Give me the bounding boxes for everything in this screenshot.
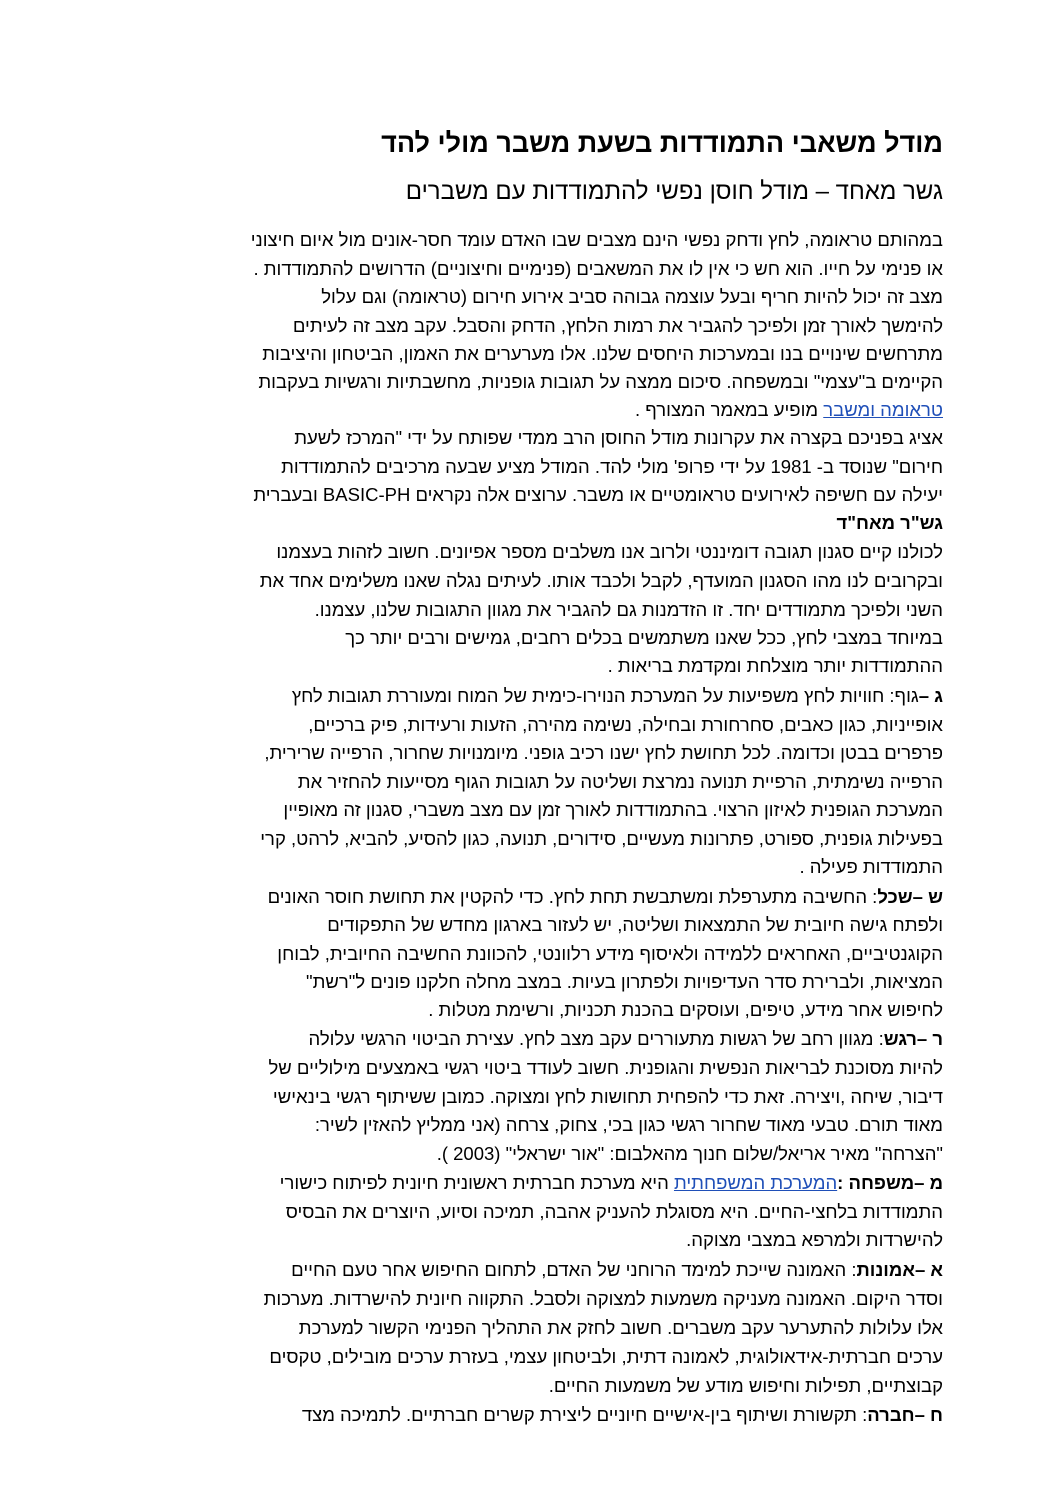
- text-line: [549, 1371, 943, 1401]
- line-text: התמודדות פעילה .: [799, 856, 943, 877]
- text-line: [276, 537, 943, 567]
- line-text: ולפתח גישה חיובית של התמצאות ושליטה, יש לעזור בארגון מחדש של התפקודים: [327, 914, 943, 935]
- text-line: [268, 882, 943, 912]
- line-text: ההתמודדות יותר מוצלחת ומקדמת בריאות .: [607, 655, 943, 676]
- line-text: מופיע במאמר המצורף .: [635, 399, 824, 420]
- text-line: [686, 1225, 943, 1255]
- line-heading: ש –שכל: [877, 886, 943, 907]
- line-text: פרפרים בבטן וכדומה. לכל תחושת לחץ ישנו רכיב גופני. מיומנויות שחרור, הרפייה שרירית,: [264, 742, 943, 763]
- line-text: השני ולפיכך מתמודדים יחד. זו הזדמנות גם להגביר את מגוון התגובות שלנו, עצמנו.: [314, 599, 943, 620]
- line-text: מאוד תורם. טבעי מאוד שחרור רגשי כגון בכי, צחוק, צרחה (אני ממליץ להאזין לשיר:: [314, 1114, 943, 1135]
- line-heading: גש"ר מאח"ד: [836, 512, 943, 533]
- text-line: [258, 367, 943, 397]
- line-text: במיוחד במצבי לחץ, ככל שאנו משתמשים בכלים רחבים, גמישים ורבים יותר כך: [345, 627, 943, 648]
- text-line: [299, 1313, 943, 1343]
- text-line: [292, 681, 943, 711]
- line-text: "הצרחה" מאיר אריאל/שלום חנוך מהאלבום: "אור ישראלי" (2003 ).: [436, 1143, 943, 1164]
- text-line: [277, 939, 943, 969]
- text-line: [280, 1168, 943, 1198]
- text-line: [291, 1255, 943, 1285]
- line-text: המציאות, ולברירת סדר העדיפויות ולפתרון בעיות. במצב מחלה חלקנו פונים ל"רשת": [306, 971, 943, 992]
- line-heading: ג –: [918, 685, 943, 706]
- line-text: להישרדות ולמרפא במצבי מצוקה.: [686, 1229, 943, 1250]
- text-line: [321, 282, 943, 312]
- line-text: חירום" שנוסד ב- 1981 על ידי פרופ' מולי להד. המודל מציע שבעה מרכיבים להתמודדות: [281, 456, 943, 477]
- hyperlink[interactable]: המערכת המשפחתית: [673, 1172, 838, 1193]
- text-line: [308, 710, 943, 740]
- text-line: [269, 1342, 943, 1372]
- line-text: להימשך לאורך זמן ולפיכך להגביר את רמות הלחץ, הדחק והסבל. עקב מצב זה לעיתים: [292, 315, 943, 336]
- text-line: [260, 566, 943, 596]
- text-line: [428, 995, 943, 1025]
- line-text: הרפייה נשימתית, הרפיית תנועה נמרצת ושליטה על תגובות הגוף מסייעות להחזיר את: [297, 771, 943, 792]
- text-line: [308, 1024, 943, 1054]
- text-line: [298, 767, 943, 797]
- text-line: [836, 508, 943, 538]
- line-text: במהותם טראומה, לחץ ודחק נפשי הינם מצבים שבו האדם עומד חסר-אונים מול איום חיצוני: [250, 229, 943, 250]
- text-line: [264, 738, 943, 768]
- line-text: או פנימי על חייו. הוא חש כי אין לו את המשאבים (פנימיים וחיצוניים) הדרושים להתמודדות .: [253, 258, 943, 279]
- text-line: [345, 623, 943, 653]
- line-heading: מ –משפחה :: [837, 1172, 943, 1193]
- line-text: אציג בפניכם בקצרה את עקרונות מודל החוסן הרב ממדי שפותח על ידי "המרכז לשעת: [294, 427, 943, 448]
- line-text: הקיימים ב"עצמי" ובמשפחה. סיכום ממצה על תגובות גופניות, מחשבתיות ורגשיות בעקבות: [258, 371, 943, 392]
- text-line: [268, 1053, 943, 1083]
- line-text: לכולנו קיים סגנון תגובה דומיננטי ולרוב אנו משלבים מספר אפיונים. חשוב לזהות בעצמנו: [276, 541, 943, 562]
- line-text: : מגוון רחב של רגשות מתעוררים עקב מצב לחץ. עצירת הביטוי הרגשי עלולה: [308, 1028, 884, 1049]
- line-text: וסדר היקום. האמונה מעניקה משמעות למצוקה ולסבל. התקווה חיונית להישרדות. מערכות: [263, 1288, 943, 1309]
- text-line: [286, 1197, 943, 1227]
- text-line: [264, 1284, 943, 1314]
- text-line: [260, 824, 943, 854]
- line-heading: ח –חברה: [867, 1404, 943, 1425]
- line-text: אלו עלולות להתערער עקב משברים. חשוב לחזק את התהליך הפנימי הקשור למערכת: [298, 1317, 943, 1338]
- line-text: המערכת הגופנית לאיזון הרצוי. בהתמודדות לאורך זמן עם מצב משברי, סגנון זה מאופיין: [283, 799, 943, 820]
- line-heading: א –אמונות: [856, 1259, 943, 1280]
- text-line: [281, 452, 943, 482]
- line-heading: ר –רגש: [883, 1028, 943, 1049]
- line-text: בפעילות גופנית, ספורט, פתרונות מעשיים, סידורים, תנועה, כגון להסיע, להביא, לרהט, קרי: [260, 828, 943, 849]
- line-text: דיבור, שיחה ,ויצירה. זאת כדי להפחית תחושות לחץ ומצוקה. כמובן ששיתוף רגשי בינאישי: [272, 1086, 943, 1107]
- line-text: לחיפוש אחר מידע, טיפים, ועוסקים בהכנת תכניות, ורשימת מטלות .: [428, 999, 943, 1020]
- text-line: [315, 595, 943, 625]
- text-line: [283, 795, 943, 825]
- line-text: מצב זה יכול להיות חריף ובעל עוצמה גבוהה סביב אירוע חירום (טראומה) וגם עלול: [321, 286, 943, 307]
- text-line: [437, 1139, 943, 1169]
- line-text: הקוגנטיביים, האחראים ללמידה ולאיסוף מידע רלוונטי, להכוונת החשיבה החיובית, לבוחן: [277, 943, 943, 964]
- document-subtitle: גשר מאחד – מודל חוסן נפשי להתמודדות עם משברים: [405, 178, 943, 205]
- text-line: [254, 254, 944, 284]
- line-text: ערכים חברתית-אידאולוגית, לאמונה דתית, ולביטחון עצמי, בעזרת ערכים מובילים, טקסים: [269, 1346, 943, 1367]
- text-line: [608, 651, 943, 681]
- line-text: אופייניות, כגון כאבים, סחרחורת ובחילה, נשימה מהירה, הזעות ורעידות, פיק ברכיים,: [308, 714, 943, 735]
- line-text: גוף: חוויות לחץ משפיעות על המערכת הנוירו-כימית של המוח ומעוררת תגובות לחץ: [291, 685, 919, 706]
- line-text: : החשיבה מתערפלת ומשתבשת תחת לחץ. כדי להקטין את תחושת חוסר האונים: [267, 886, 878, 907]
- line-text: התמודדות בלחצי-החיים. היא מסוגלת להעניק אהבה, תמיכה וסיוע, היוצרים את הבסיס: [285, 1201, 943, 1222]
- text-line: [294, 423, 943, 453]
- text-line: [799, 852, 943, 882]
- text-line: [635, 395, 943, 425]
- text-line: [251, 225, 943, 255]
- line-text: : תקשורת ושיתוף בין-אישיים חיוניים ליצירת קשרים חברתיים. לתמיכה מצד: [301, 1404, 868, 1425]
- text-line: [315, 1110, 943, 1140]
- line-text: יעילה עם חשיפה לאירועים טראומטיים או משבר. ערוצים אלה נקראים BASIC-PH ובעברית: [253, 484, 943, 505]
- text-line: [302, 1400, 943, 1430]
- text-line: [293, 311, 943, 341]
- text-line: [273, 1082, 943, 1112]
- text-line: [327, 910, 943, 940]
- document-title: מודל משאבי התמודדות בשעת משבר מולי להד: [381, 128, 943, 158]
- text-line: [306, 967, 943, 997]
- line-text: ובקרובים לנו מהו הסגנון המועדף, לקבל ולכבד אותו. לעיתים נגלה שאנו משלימים אחד את: [259, 570, 943, 591]
- line-text: קבוצתיים, תפילות וחיפוש מודע של משמעות החיים.: [548, 1375, 943, 1396]
- hyperlink[interactable]: טראומה ומשבר: [823, 399, 943, 420]
- text-line: [262, 339, 943, 369]
- line-text: מתרחשים שינויים בנו ובמערכות היחסים שלנו. אלו מערערים את האמון, הביטחון והיציבות: [262, 343, 943, 364]
- text-line: [253, 480, 943, 510]
- line-text: היא מערכת חברתית ראשונית חיונית לפיתוח כישורי: [279, 1172, 674, 1193]
- line-text: להיות מסוכנת לבריאות הנפשית והגופנית. חשוב לעודד ביטוי רגשי באמצעים מילוליים של: [268, 1057, 943, 1078]
- line-text: : האמונה שייכת למימד הרוחני של האדם, לתחום החיפוש אחר טעם החיים: [291, 1259, 857, 1280]
